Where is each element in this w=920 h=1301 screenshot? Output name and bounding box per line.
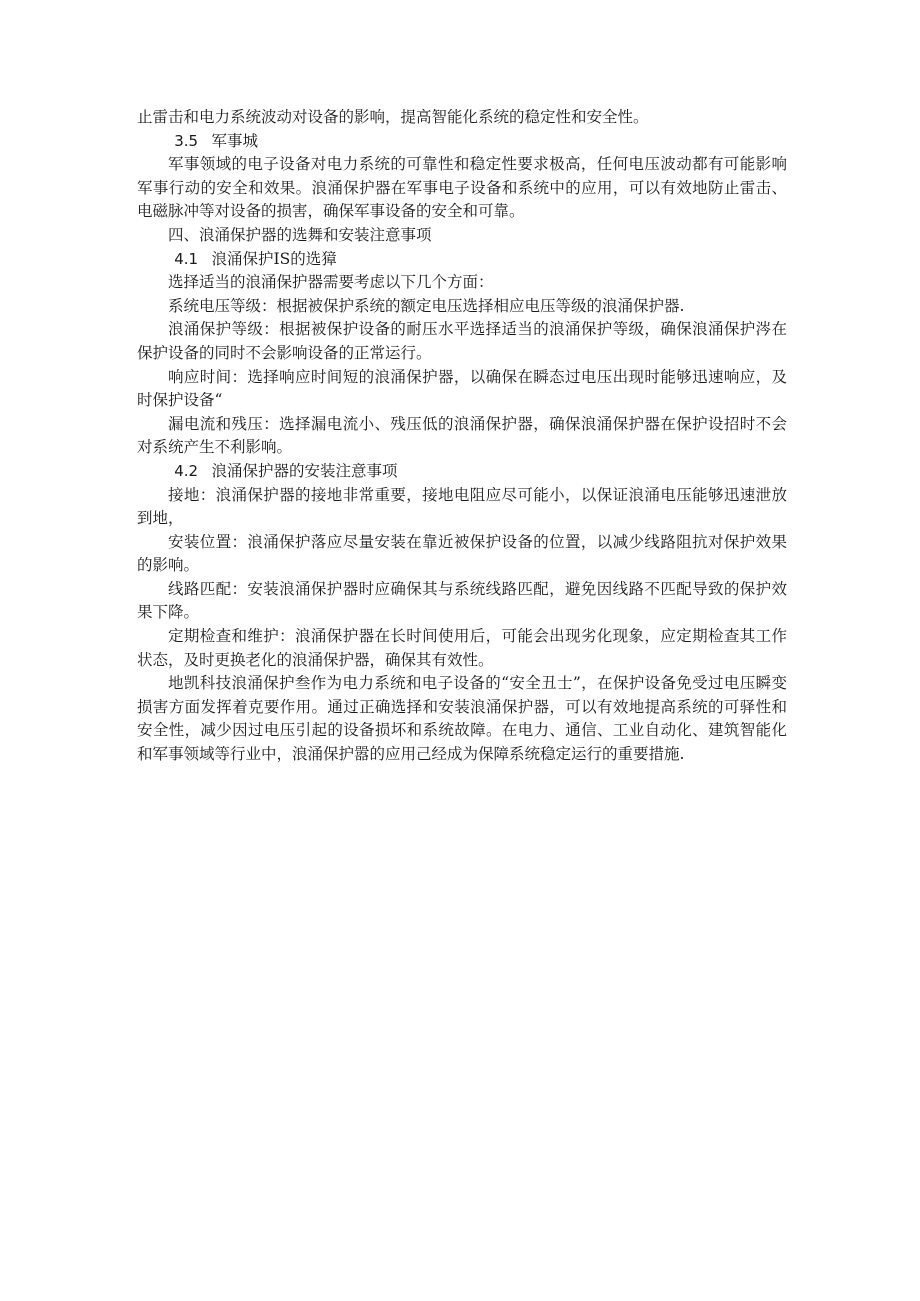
paragraph-line-matching: 线路匹配：安装浪涌保护器时应确保其与系统线路匹配，避免因线路不匹配导致的保护效果下降。 <box>137 579 787 622</box>
section-number: 4.2 <box>174 461 199 480</box>
paragraph-selection-intro: 选择适当的浪涌保护器需要考虑以下几个方面： <box>168 273 494 292</box>
chapter-heading-4: 四、浪涌保护器的选舞和安装注意事项 <box>168 225 432 244</box>
paragraph-conclusion: 地凯科技浪涌保护叁作为电力系统和电子设备的“安全丑士”，在保护设备免受过电压瞬变损害方面发挥着克要作用。通过正确选择和安装浪涌保护器，可以有效地提高系统的可驿性和安全性，减少因过电压引起的设备损坏和系统故障。在电力、通信、工业自动化、建筑智能化和军事领域等行业中，浪涌保护嚣的应用己经成为保障系统稳定运行的重要措施. <box>137 674 787 764</box>
paragraph-install-position: 安装位置：浪涌保护落应尽量安装在靠近被保护设备的位置，以减少线路阻抗对保护效果的影响。 <box>137 532 787 575</box>
section-heading-4-1 <box>137 248 787 272</box>
section-heading-3-5 <box>137 130 787 154</box>
paragraph-grounding: 接地：浪涌保护器的接地非常重要，接地电阻应尽可能小，以保证浪涌电压能够迅速泄放到地， <box>137 485 787 528</box>
document-body <box>137 106 787 767</box>
paragraph-maintenance: 定期检查和维护：浪涌保护器在长时间使用后，可能会出现劣化现象，应定期检查其工作状态，及时更换老化的浪涌保护器，确保其有效性。 <box>137 627 787 669</box>
section-title: 浪涌保护IS的选獐 <box>211 249 337 268</box>
paragraph-continued: 止雷击和电力系统波动对设备的影响，提高智能化系统的稳定性和安全性。 <box>137 108 649 126</box>
section-heading-4-2 <box>137 460 787 484</box>
section-number: 3.5 <box>174 131 199 150</box>
paragraph-voltage-level: 系统电压等级：根据被保护系统的额定电压选择相应电压等级的浪涌保护器. <box>168 296 685 315</box>
paragraph-leakage-residual: 漏电流和残压：选择漏电流小、残压低的浪涌保护器，确保浪涌保护器在保护设招时不会对系统产生不利影响。 <box>137 414 787 457</box>
paragraph-response-time: 响应时间：选择响应时间短的浪涌保护器，以确保在瞬态过电压出现时能够迅速响应，及时保护设备“ <box>137 367 787 410</box>
paragraph-military: 军事领域的电子设备对电力系统的可靠性和稳定性要求极高，任何电压波动都有可能影响军事行动的安全和效果。浪涌保护器在军事电子设备和系统中的应用，可以有效地防止雷击、电磁脉冲等对设备的损害，确保军事设备的安全和可靠。 <box>137 155 787 221</box>
section-number: 4.1 <box>174 249 199 268</box>
section-title: 军事城 <box>211 131 259 150</box>
paragraph-protection-level: 浪涌保护等级：根据被保护设备的耐压水平选择适当的浪涌保护等级，确保浪涌保护涔在保护设备的同时不会影响设备的正常运行。 <box>137 320 787 362</box>
section-title: 浪涌保护器的安装注意事项 <box>211 461 398 480</box>
